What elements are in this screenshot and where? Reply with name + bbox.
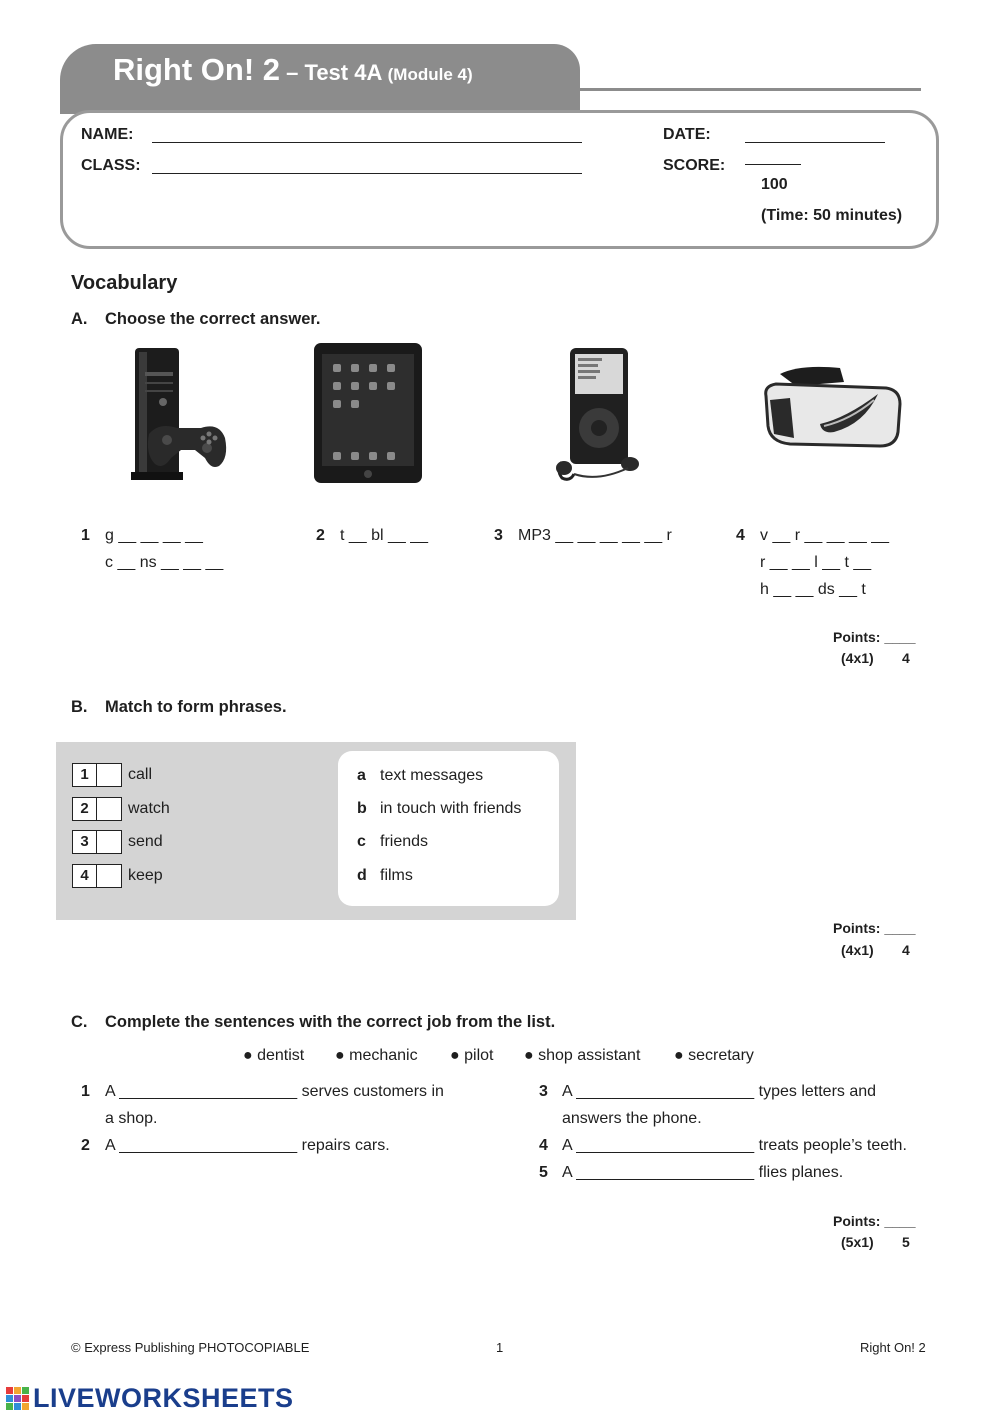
title-main: Right On! 2 [113, 52, 281, 87]
liveworksheets-logo-text: LIVEWORKSHEETS [33, 1383, 294, 1413]
match-number: 4 [73, 865, 97, 887]
match-option-letter: d [357, 867, 367, 884]
match-left-item: send [128, 833, 163, 850]
match-number: 3 [73, 831, 97, 853]
task-b-points-formula: (4x1) [841, 942, 874, 958]
sentence-number: 4 [539, 1137, 548, 1154]
task-a-letter: A. [71, 310, 88, 328]
sentence-number: 2 [81, 1137, 90, 1154]
time-limit: (Time: 50 minutes) [761, 207, 903, 224]
task-c-points-formula: (5x1) [841, 1234, 874, 1250]
section-heading-vocabulary: Vocabulary [71, 272, 178, 294]
task-a-item-3-line-1[interactable]: MP3 __ __ __ __ __ r [518, 527, 672, 544]
match-option-text: text messages [380, 767, 484, 784]
match-answer-box[interactable] [72, 864, 122, 888]
task-a-item-1-line-1[interactable]: g __ __ __ __ [105, 527, 203, 544]
task-b-instruction: Match to form phrases. [105, 698, 287, 716]
match-option-letter: a [357, 767, 366, 784]
task-a-item-number: 3 [494, 527, 503, 544]
word-list-item: ● mechanic [335, 1047, 418, 1064]
task-a-points-max: 4 [902, 650, 910, 666]
task-a-points-formula: (4x1) [841, 650, 874, 666]
task-a-item-4-line-1[interactable]: v __ r __ __ __ __ [760, 527, 889, 544]
sentence-5[interactable]: A ____________________ flies planes. [562, 1164, 844, 1181]
match-option-letter: c [357, 833, 366, 850]
match-left-item: keep [128, 867, 163, 884]
task-b-points-max: 4 [902, 942, 910, 958]
game-console-icon [115, 342, 230, 484]
task-a-item-number: 1 [81, 527, 90, 544]
task-a-item-4-line-2[interactable]: r __ __ l __ t __ [760, 554, 872, 571]
score-field[interactable] [745, 155, 801, 165]
sentence-3-continued: answers the phone. [562, 1110, 702, 1127]
name-field[interactable] [152, 133, 582, 143]
match-option-text: friends [380, 833, 429, 850]
match-left-item: call [128, 766, 153, 783]
task-c-letter: C. [71, 1013, 88, 1031]
page-title [113, 52, 473, 88]
liveworksheets-grid-icon [6, 1387, 30, 1411]
word-list-item: ● dentist [243, 1047, 305, 1064]
mp3-player-icon [548, 340, 648, 488]
footer-book-title: Right On! 2 [860, 1340, 926, 1355]
match-number: 2 [73, 798, 97, 820]
task-c-points-max: 5 [902, 1234, 910, 1250]
match-answer-box[interactable] [72, 763, 122, 787]
task-a-item-number: 2 [316, 527, 325, 544]
sentence-4[interactable]: A ____________________ treats people’s teeth. [562, 1137, 907, 1154]
match-left-item: watch [128, 800, 170, 817]
sentence-number: 1 [81, 1083, 90, 1100]
tablet-icon [313, 342, 423, 484]
liveworksheets-logo [6, 1383, 294, 1413]
task-c-instruction: Complete the sentences with the correct job from the list. [105, 1013, 556, 1031]
sentence-1[interactable]: A ____________________ serves customers in [105, 1083, 444, 1100]
date-label: DATE: [663, 126, 711, 143]
match-option-text: in touch with friends [380, 800, 522, 817]
score-total: 100 [761, 176, 788, 193]
task-a-item-1-line-2[interactable]: c __ ns __ __ __ [105, 554, 224, 571]
sentence-number: 5 [539, 1164, 548, 1181]
match-answer-box[interactable] [72, 797, 122, 821]
task-a-instruction: Choose the correct answer. [105, 310, 321, 328]
score-label: SCORE: [663, 157, 726, 174]
task-a-points-label: Points: ____ [833, 629, 916, 645]
sentence-number: 3 [539, 1083, 548, 1100]
match-number: 1 [73, 764, 97, 786]
task-b-points-label: Points: ____ [833, 920, 916, 936]
task-a-item-number: 4 [736, 527, 745, 544]
task-c-points-label: Points: ____ [833, 1213, 916, 1229]
title-test: – Test 4A [280, 60, 388, 85]
match-option-text: films [380, 867, 413, 884]
class-field[interactable] [152, 164, 582, 174]
title-module: (Module 4) [387, 65, 473, 84]
date-field[interactable] [745, 133, 885, 143]
task-b-letter: B. [71, 698, 88, 716]
word-list-item: ● secretary [674, 1047, 754, 1064]
match-option-letter: b [357, 800, 367, 817]
match-answer-box[interactable] [72, 830, 122, 854]
sentence-3[interactable]: A ____________________ types letters and [562, 1083, 877, 1100]
name-label: NAME: [81, 126, 134, 143]
task-a-item-4-line-3[interactable]: h __ __ ds __ t [760, 581, 866, 598]
header-rule [575, 88, 921, 91]
word-list-item: ● shop assistant [524, 1047, 641, 1064]
vr-headset-icon [760, 360, 905, 455]
word-list-item: ● pilot [450, 1047, 494, 1064]
sentence-1-continued: a shop. [105, 1110, 158, 1127]
task-a-item-2-line-1[interactable]: t __ bl __ __ [340, 527, 429, 544]
sentence-2[interactable]: A ____________________ repairs cars. [105, 1137, 390, 1154]
footer-page-number: 1 [496, 1340, 504, 1355]
class-label: CLASS: [81, 157, 141, 174]
student-info-box [60, 110, 939, 249]
footer-copyright: © Express Publishing PHOTOCOPIABLE [71, 1340, 310, 1355]
